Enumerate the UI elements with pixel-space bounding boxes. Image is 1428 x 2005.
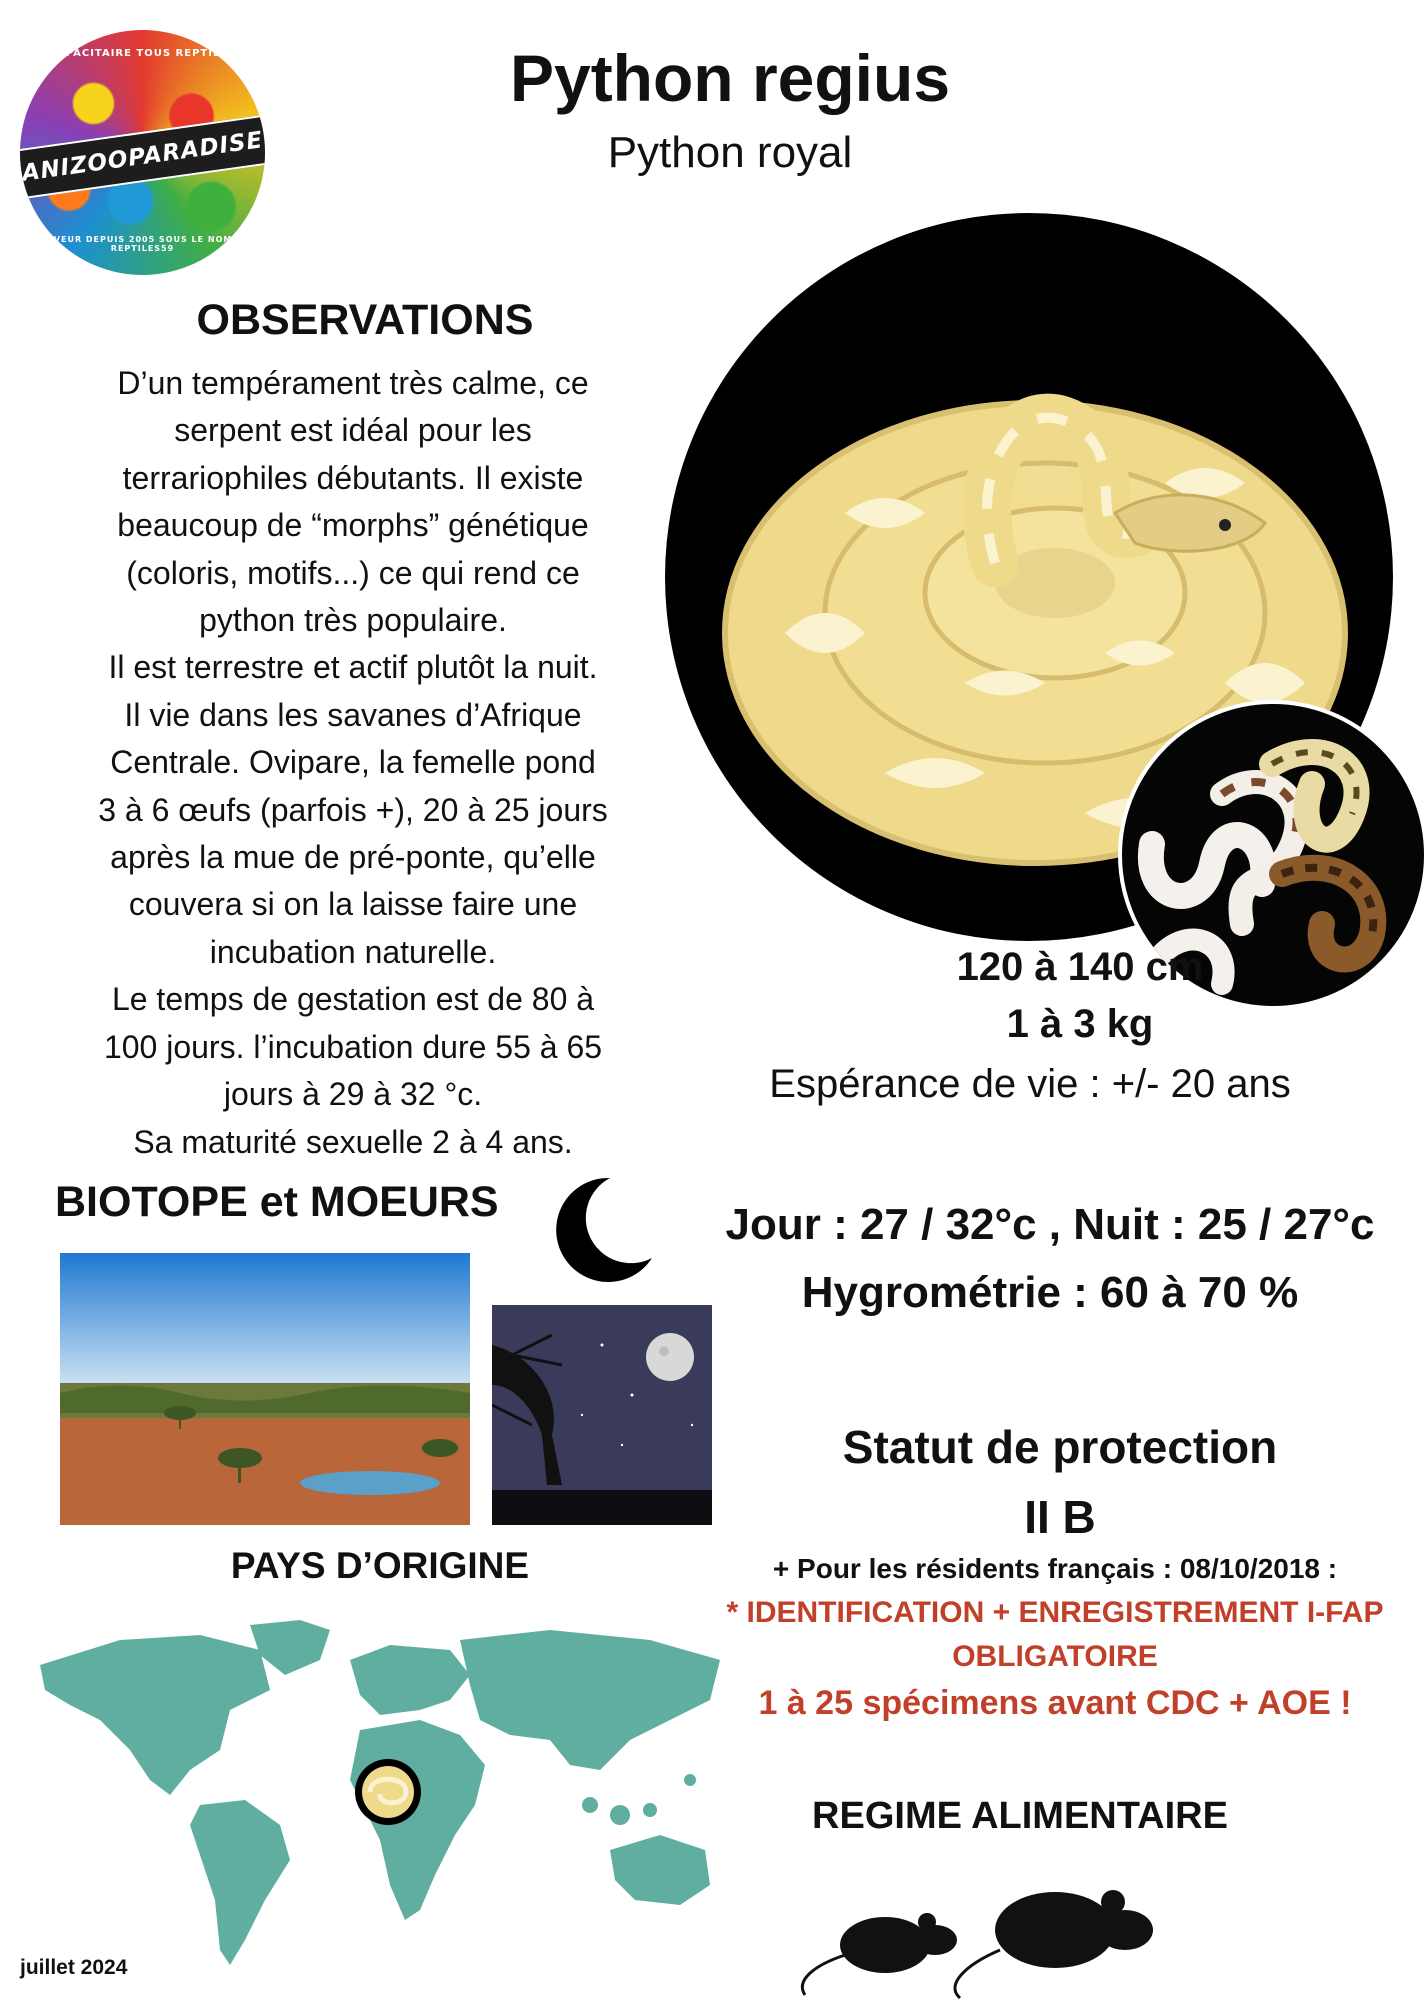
- world-map: [30, 1620, 730, 1970]
- specimens-warning: 1 à 25 spécimens avant CDC + AOE !: [758, 1684, 1352, 1722]
- page-title: Python regius: [509, 41, 951, 115]
- mandatory-warning: OBLIGATOIRE: [952, 1640, 1158, 1673]
- identification-warning: * IDENTIFICATION + ENREGISTREMENT I-FAP: [726, 1596, 1384, 1629]
- hygrometry-range: Hygrométrie : 60 à 70 %: [801, 1268, 1299, 1317]
- observations-heading: OBSERVATIONS: [196, 296, 534, 344]
- french-residents-note: + Pour les résidents français : 08/10/2018 :: [772, 1553, 1338, 1584]
- diet-heading: REGIME ALIMENTAIRE: [812, 1795, 1228, 1837]
- observations-text: D’un tempérament très calme, ce serpent est idéal pour les terrariophiles débutants. Il existe beaucoup de “morphs” génétique (coloris, motifs...) ce qui rend ce python très populaire. Il est terrestre et actif plutôt la nuit. Il vie dans les savanes d’Afrique Centrale. Ovipare, la femelle pond 3 à 6 œufs (parfois +), 20 à 25 jours après la mue de pré-ponte, qu’elle couvera si on la laisse faire une incubation naturelle. Le temps de gestation est de 80 à 100 jours. l’incubation dure 55 à 65 jours à 29 à 32 °c. Sa maturité sexuelle 2 à 4 ans.: [98, 365, 608, 1160]
- origin-heading: PAYS D’ORIGINE: [230, 1545, 530, 1586]
- savanna-photo: [60, 1253, 470, 1525]
- temperature-range: Jour : 27 / 32°c , Nuit : 25 / 27°c: [725, 1200, 1375, 1249]
- anizooparadise-logo: [20, 30, 265, 275]
- page-subtitle: Python royal: [607, 128, 853, 177]
- snake-weight: 1 à 3 kg: [1006, 1002, 1154, 1046]
- protection-value: II B: [1024, 1491, 1096, 1543]
- publication-date: juillet 2024: [20, 1956, 128, 1979]
- logo-ring-top-text: CAPACITAIRE TOUS REPTILES: [48, 48, 237, 59]
- snake-size: 120 à 140 cm: [956, 945, 1204, 989]
- logo-brand-text: ANIZOOPARADISE: [20, 114, 265, 199]
- night-photo: [492, 1305, 712, 1525]
- protection-heading: Statut de protection: [842, 1421, 1278, 1473]
- moon-icon: [540, 1170, 660, 1290]
- logo-ring-bottom-text: ELEVEUR DEPUIS 2005 SOUS LE NOM DE REPTILES59: [34, 235, 251, 253]
- life-expectancy: Espérance de vie : +/- 20 ans: [769, 1062, 1291, 1106]
- mice-icon: [795, 1870, 1195, 2000]
- biotope-heading: BIOTOPE et MOEURS: [55, 1178, 499, 1226]
